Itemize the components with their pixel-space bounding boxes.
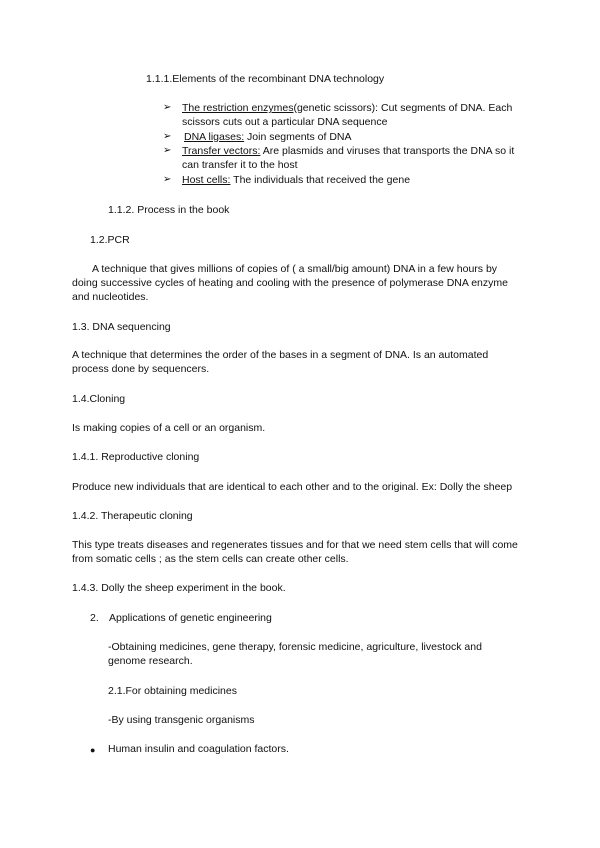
pcr-text-line-1: A technique that gives millions of copies of ( a small/big amount) DNA in a few hours by	[92, 263, 498, 275]
applications-line-2: genome research.	[108, 655, 193, 667]
element-transfer-vectors-cont: can transfer it to the host	[182, 159, 298, 171]
arrow-bullet-icon: ➢	[163, 102, 172, 113]
element-transfer-vectors: Transfer vectors: Are plasmids and viruses that transports the DNA so it	[182, 145, 515, 157]
arrow-bullet-icon: ➢	[163, 174, 172, 185]
round-bullet-icon: ●	[90, 745, 96, 755]
section-heading-1-4: 1.4.Cloning	[72, 393, 126, 405]
reproductive-cloning-text: Produce new individuals that are identical to each other and to the original. Ex: Dolly the sheep	[72, 481, 513, 493]
section-heading-1-2: 1.2.PCR	[90, 234, 130, 246]
therapeutic-cloning-line-2: from somatic cells ; as the stem cells can create other cells.	[72, 553, 349, 565]
element-restriction-enzymes: The restriction enzymes(genetic scissors): Cut segments of DNA. Each	[182, 102, 513, 114]
section-number-2: 2.	[90, 612, 99, 624]
arrow-bullet-icon: ➢	[163, 145, 172, 156]
pcr-text-line-3: and nucleotides.	[72, 291, 149, 303]
insulin-bullet-item: Human insulin and coagulation factors.	[108, 743, 289, 755]
section-heading-1-1-1: 1.1.1.Elements of the recombinant DNA technology	[146, 73, 385, 85]
section-heading-1-4-3: 1.4.3. Dolly the sheep experiment in the book.	[72, 582, 286, 594]
section-heading-2-1: 2.1.For obtaining medicines	[108, 685, 237, 697]
element-dna-ligases: DNA ligases: Join segments of DNA	[184, 131, 352, 143]
cloning-text: Is making copies of a cell or an organism.	[72, 422, 266, 434]
section-heading-1-1-2: 1.1.2. Process in the book	[108, 204, 230, 216]
section-heading-1-4-2: 1.4.2. Therapeutic cloning	[72, 510, 193, 522]
section-heading-1-3: 1.3. DNA sequencing	[72, 321, 171, 333]
pcr-text-line-2: doing successive cycles of heating and cooling with the presence of polymerase DNA enzyme	[72, 277, 508, 289]
element-host-cells: Host cells: The individuals that received the gene	[182, 174, 411, 186]
sequencing-text-line-2: process done by sequencers.	[72, 363, 210, 375]
element-restriction-enzymes-cont: scissors cuts out a particular DNA sequence	[182, 116, 388, 128]
applications-line-1: -Obtaining medicines, gene therapy, forensic medicine, agriculture, livestock and	[108, 641, 482, 653]
therapeutic-cloning-line-1: This type treats diseases and regenerates tissues and for that we need stem cells that will come	[72, 539, 518, 551]
transgenic-organisms-text: -By using transgenic organisms	[108, 714, 255, 726]
section-heading-1-4-1: 1.4.1. Reproductive cloning	[72, 451, 200, 463]
arrow-bullet-icon: ➢	[163, 131, 172, 142]
section-heading-2: Applications of genetic engineering	[109, 612, 272, 624]
sequencing-text-line-1: A technique that determines the order of the bases in a segment of DNA. Is an automated	[72, 349, 489, 361]
